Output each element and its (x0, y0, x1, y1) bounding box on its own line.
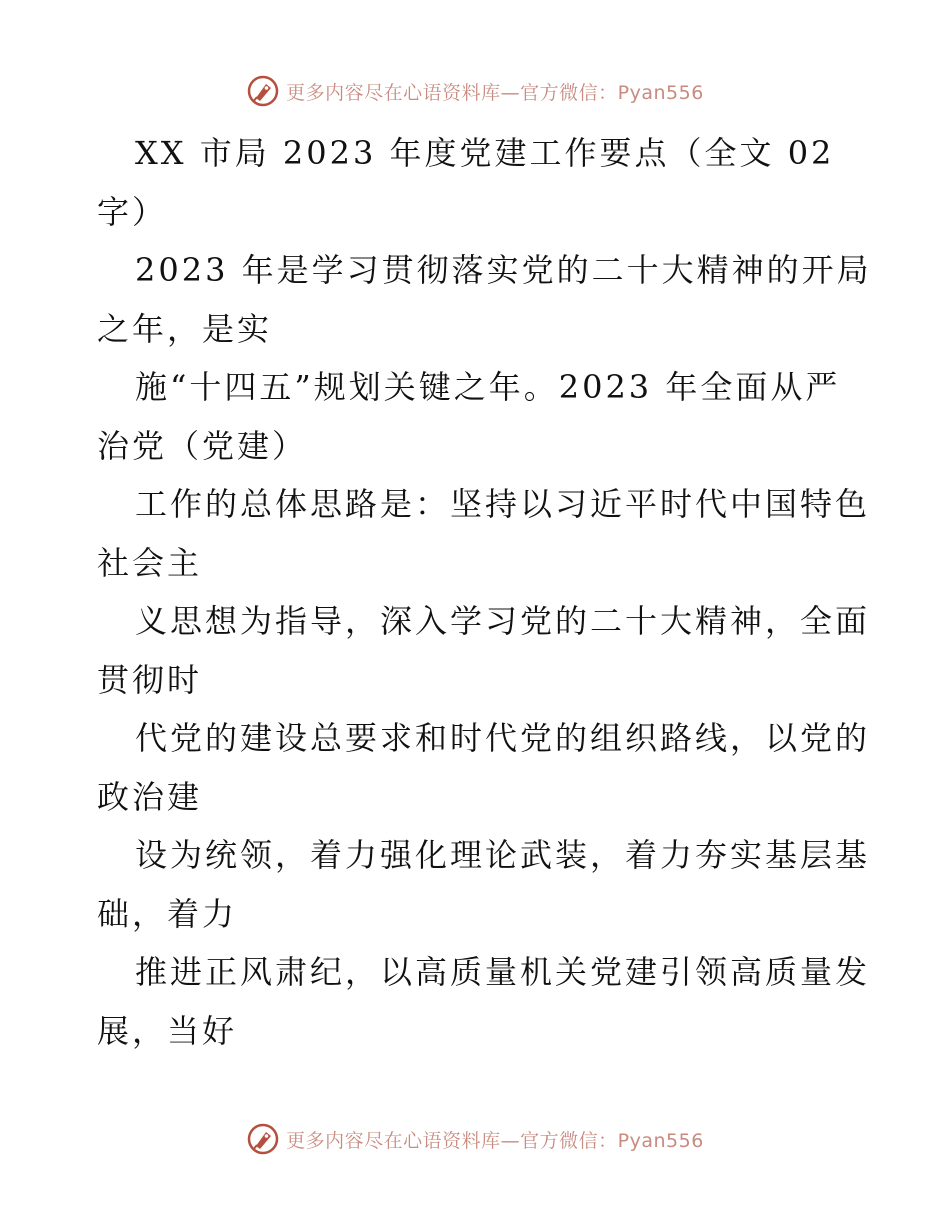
document-line: 义思想为指导，深入学习党的二十大精神，全面 (135, 602, 871, 640)
document-line: 代党的建设总要求和时代党的组织路线，以党的 (135, 719, 871, 757)
document-line: 工作的总体思路是：坚持以习近平时代中国特色 (135, 485, 871, 523)
header-watermark (0, 71, 950, 111)
document-line: 字） (97, 192, 168, 231)
pen-nib-logo-icon (246, 74, 280, 108)
document-line: 之年，是实 (97, 309, 273, 348)
pen-nib-logo-icon (246, 1122, 280, 1156)
document-line: 贯彻时 (97, 660, 203, 699)
watermark-text: 更多内容尽在心语资料库—官方微信：Pyan556 (286, 81, 704, 104)
document-body (97, 124, 872, 1060)
document-line: 政治建 (97, 777, 203, 816)
document-line: 2023 年是学习贯彻落实党的二十大精神的开局 (135, 251, 872, 289)
document-line: 设为统领，着力强化理论武装，着力夯实基层基 (135, 836, 871, 874)
document-line: 础，着力 (97, 894, 238, 933)
document-line: 治党（党建） (97, 426, 308, 465)
document-line: 展，当好 (97, 1011, 238, 1050)
document-line: 社会主 (97, 543, 203, 582)
document-line: 推进正风肃纪，以高质量机关党建引领高质量发 (135, 953, 871, 991)
watermark-text: 更多内容尽在心语资料库—官方微信：Pyan556 (286, 1129, 704, 1152)
footer-watermark (0, 1119, 950, 1159)
document-line: XX 市局 2023 年度党建工作要点（全文 02 (135, 134, 835, 172)
document-line: 施“十四五”规划关键之年。2023 年全面从严 (135, 368, 841, 406)
